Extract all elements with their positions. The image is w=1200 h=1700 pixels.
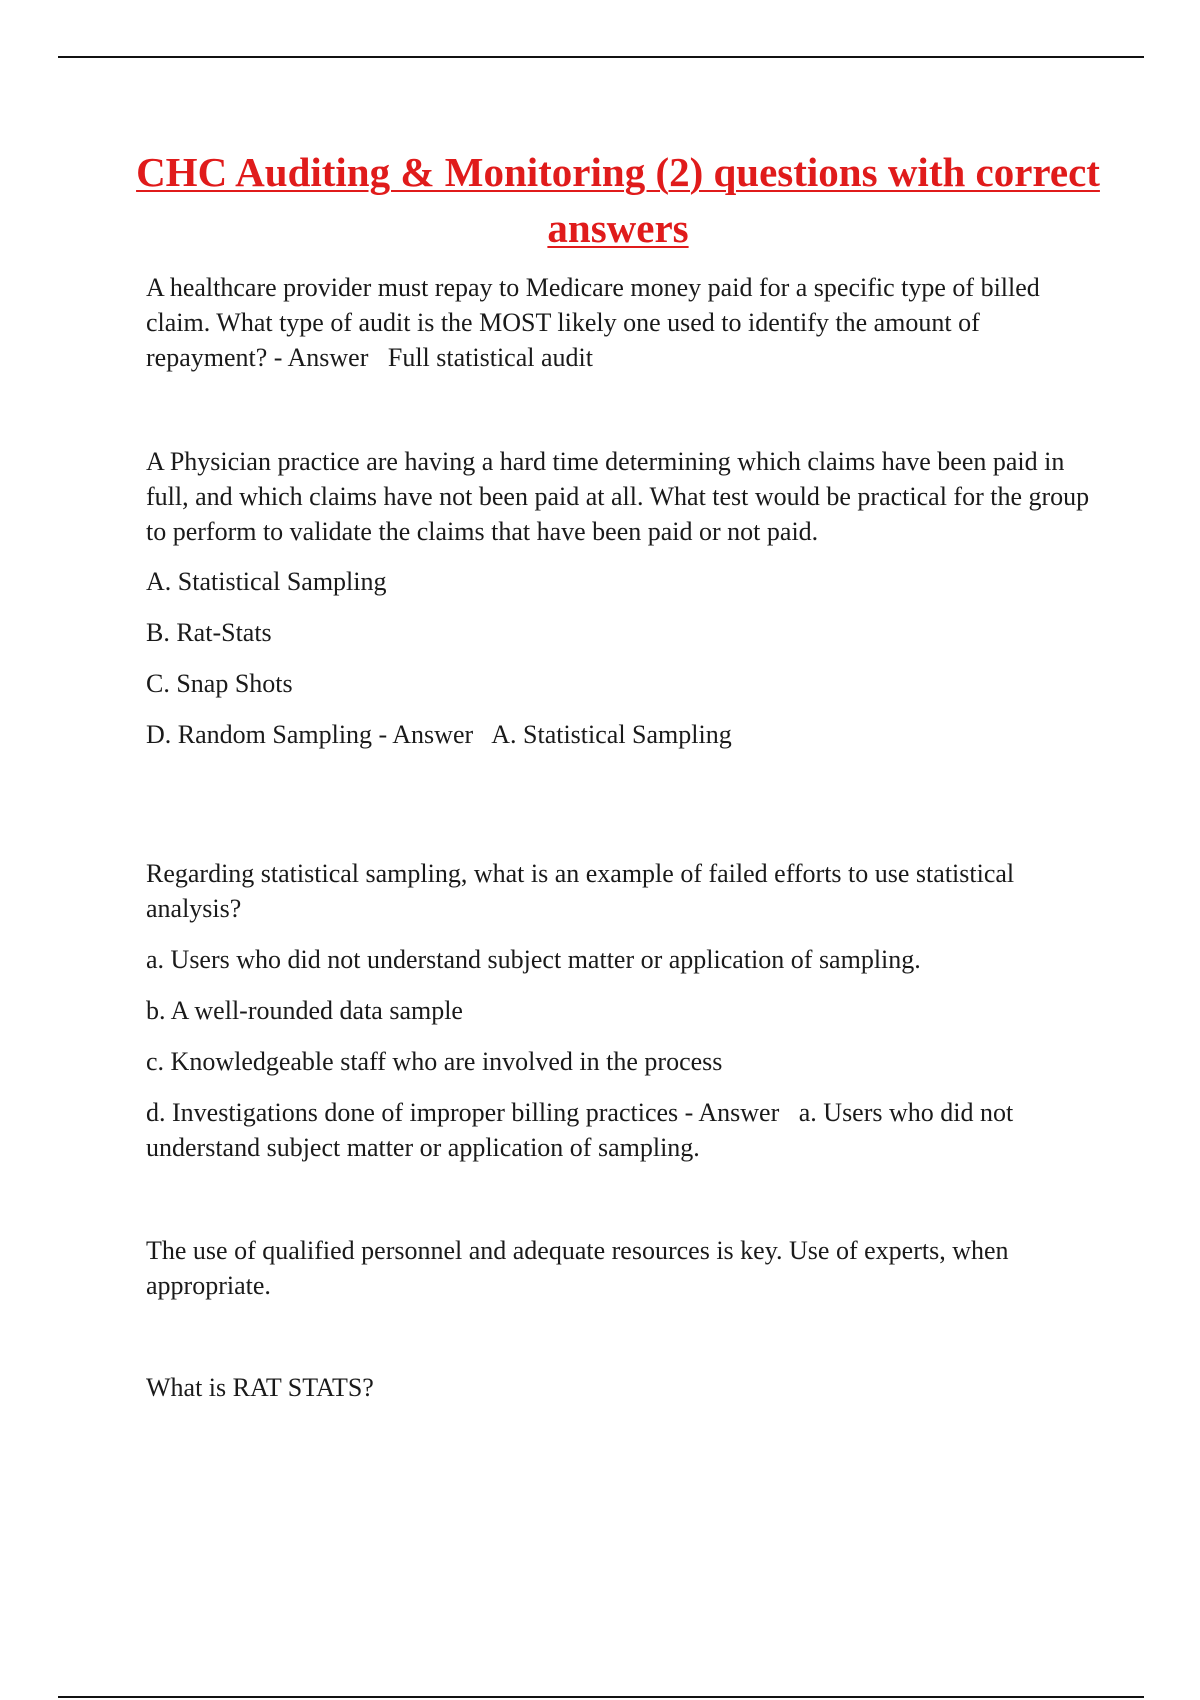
question-2-option-d xyxy=(146,717,1096,752)
question-1 xyxy=(146,270,1096,375)
question-3-option-a: a. Users who did not understand subject matter or application of sampling. xyxy=(146,945,921,974)
question-2-option-b: B. Rat-Stats xyxy=(146,618,272,647)
question-2-option-a: A. Statistical Sampling xyxy=(146,567,387,596)
bottom-rule xyxy=(58,1696,1144,1698)
question-3-option-d xyxy=(146,1095,1096,1165)
question-3-answer: a. Users who did not understand subject matter or application of sampling. xyxy=(146,1098,1014,1162)
question-2-option-d-text: D. Random Sampling - Answer xyxy=(146,720,474,749)
question-1-answer: Full statistical audit xyxy=(387,343,593,372)
question-4 xyxy=(146,1370,1096,1405)
note-paragraph xyxy=(146,1233,1096,1303)
document-title: CHC Auditing & Monitoring (2) questions with correct answers xyxy=(136,149,1100,251)
question-3-option-d-text: d. Investigations done of improper billing practices - Answer xyxy=(146,1098,780,1127)
note-text: The use of qualified personnel and adequate resources is key. Use of experts, when appropriate. xyxy=(146,1236,1009,1300)
question-3-stem: Regarding statistical sampling, what is an example of failed efforts to use statistical analysis? xyxy=(146,859,1015,923)
question-1-text xyxy=(146,270,1096,375)
question-2-stem: A Physician practice are having a hard time determining which claims have been paid in full, and which claims have not been paid at all. What test would be practical for the group to perform to validate the claims that have been paid or not paid. xyxy=(146,447,1090,546)
question-1-stem: A healthcare provider must repay to Medicare money paid for a specific type of billed claim. What type of audit is the MOST likely one used to identify the amount of repayment? - Answer xyxy=(146,273,1040,372)
question-2 xyxy=(146,444,1096,752)
question-4-stem: What is RAT STATS? xyxy=(146,1373,374,1402)
top-rule xyxy=(58,56,1144,58)
question-2-answer: A. Statistical Sampling xyxy=(491,720,732,749)
question-3-option-b: b. A well-rounded data sample xyxy=(146,996,463,1025)
question-3-option-c: c. Knowledgeable staff who are involved in the process xyxy=(146,1047,723,1076)
question-3 xyxy=(146,856,1096,1165)
question-2-option-c: C. Snap Shots xyxy=(146,669,293,698)
